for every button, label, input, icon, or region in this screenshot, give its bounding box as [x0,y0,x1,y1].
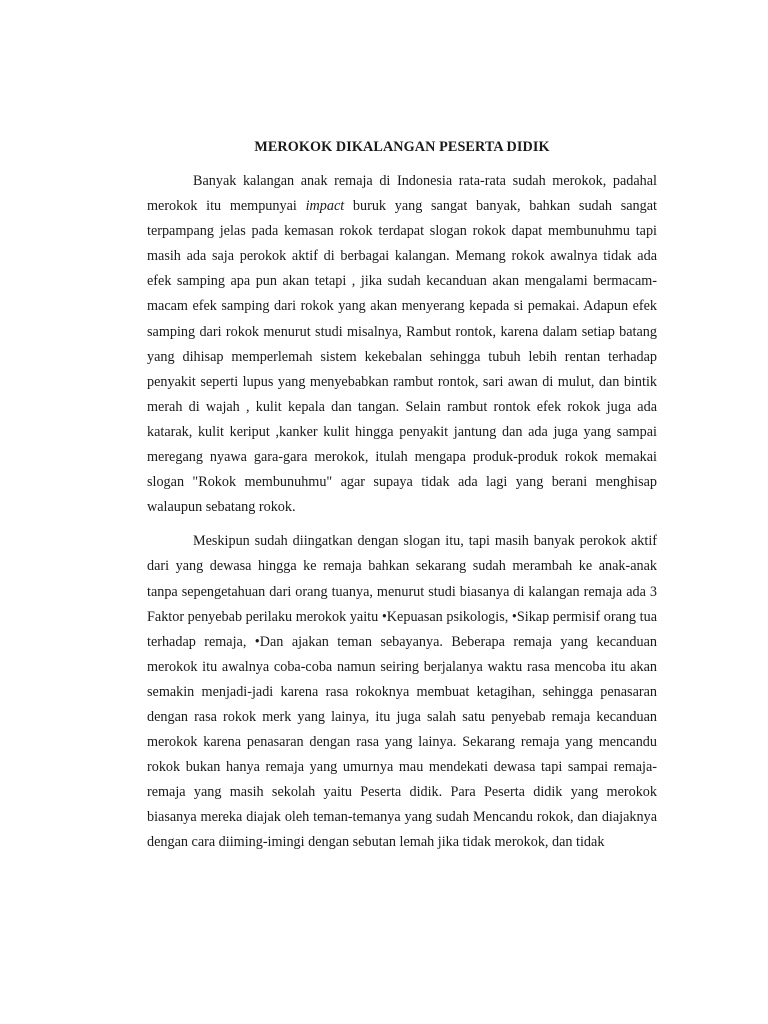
paragraph-1 [147,169,657,520]
paragraph-1-italic-term: impact [305,198,345,215]
paragraph-1-text-end: buruk yang sangat banyak, bahkan sudah sangat terpampang jelas pada kemasan rokok terdapat slogan rokok dapat membunuhmu tapi masih ada saja perokok aktif di berbagai kalangan. Memang rokok awalnya tidak ada efek samping apa pun akan tetapi , jika sudah kecanduan akan mengalami bermacam-macam efek samping dari rokok yang akan menyerang kepada si pemakai. Adapun efek samping dari rokok menurut studi misalnya, Rambut rontok, karena dalam setiap batang yang dihisap memperlemah sistem kekebalan sehingga tubuh lebih rentan terhadap penyakit seperti lupus yang menyebabkan rambut rontok, sari awan di mulut, dan bintik merah di wajah , kulit kepala dan tangan. Selain rambut rontok efek rokok juga ada katarak, kulit keriput ,kanker kulit hingga penyakit jantung dan ada juga yang sampai meregang nyawa gara-gara merokok, itulah mengapa produk-produk rokok memakai slogan "Rokok membunuhmu" agar supaya tidak ada lagi yang berani menghisap walaupun sebatang rokok. [147,198,657,516]
document-body [147,136,657,856]
paragraph-1-text-start: Banyak kalangan anak remaja di Indonesia rata-rata sudah merokok, padahal merokok itu mempunyai [147,173,657,215]
paragraph-2: Meskipun sudah diingatkan dengan slogan itu, tapi masih banyak perokok aktif dari yang dewasa hingga ke remaja bahkan sekarang sudah merambah ke anak-anak tanpa sepengetahuan dari orang tuanya, menurut studi biasanya di kalangan remaja ada 3 Faktor penyebab perilaku merokok yaitu •Kepuasan psikologis, •Sikap permisif orang tua terhadap remaja, •Dan ajakan teman sebayanya. Beberapa remaja yang kecanduan merokok itu awalnya coba-coba namun seiring berjalanya waktu rasa mencoba itu akan semakin menjadi-jadi karena rasa rokoknya membuat ketagihan, sehingga penasaran dengan rasa rokok merk yang lainya, itu juga salah satu penyebab remaja kecanduan merokok karena penasaran dengan rasa yang lainya. Sekarang remaja yang mencandu rokok bukan hanya remaja yang umurnya mau mendekati dewasa tapi sampai remaja-remaja yang masih sekolah yaitu Peserta didik. Para Peserta didik yang merokok biasanya mereka diajak oleh teman-temanya yang sudah Mencandu rokok, dan diajaknya dengan cara diiming-imingi dengan sebutan lemah jika tidak merokok, dan tidak [147,533,657,851]
document-title: MEROKOK DIKALANGAN PESERTA DIDIK [254,139,550,155]
